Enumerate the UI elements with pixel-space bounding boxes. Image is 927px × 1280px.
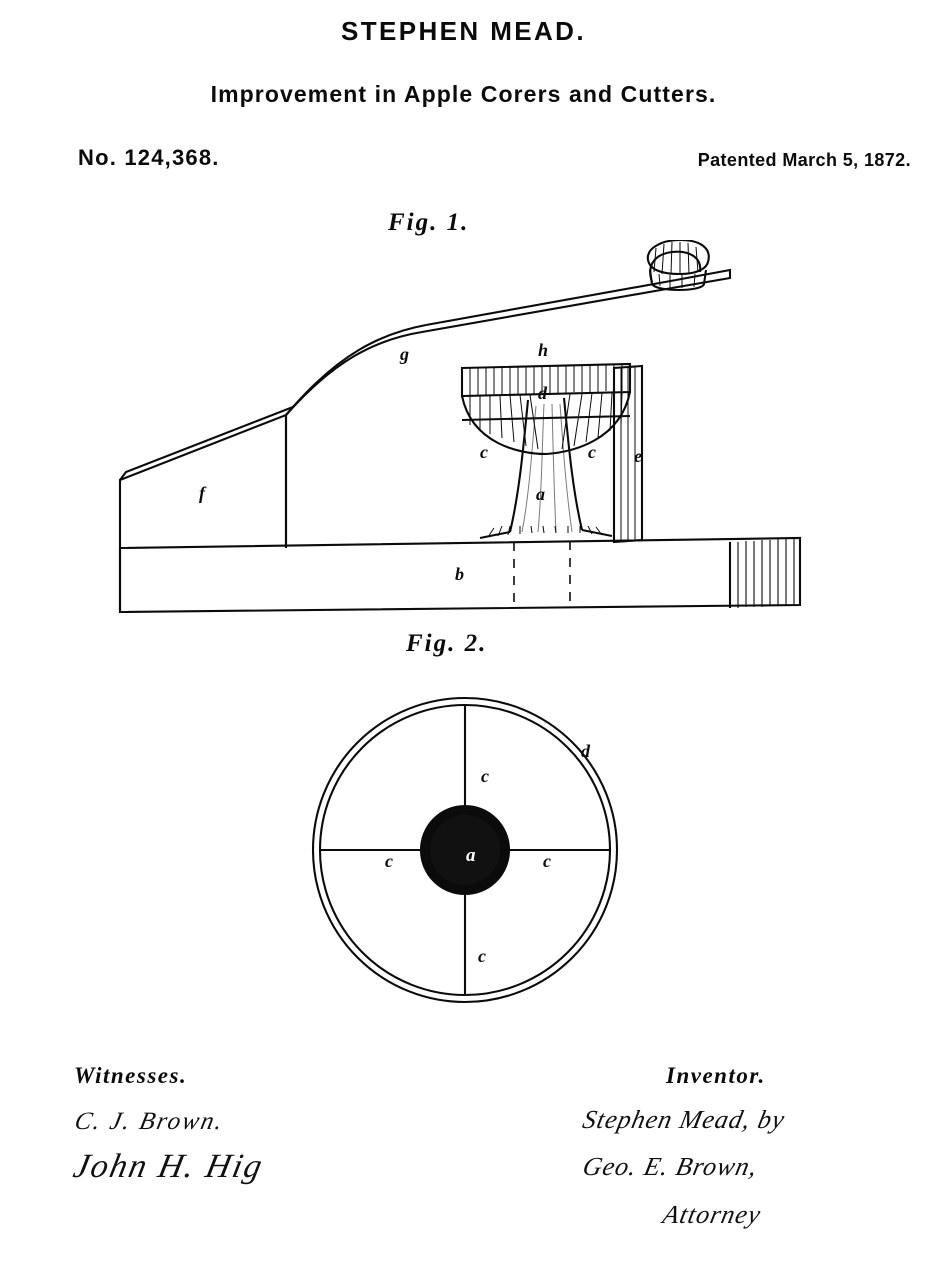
ref-letter-g: g [400,344,409,364]
ref2-letter-c-top: c [481,766,489,786]
ref-letter-h: h [538,340,549,360]
figure-1-caption: Fig. 1. [388,209,470,236]
ref-letter-b: b [455,564,464,584]
witnesses-heading: Witnesses. [74,1063,188,1088]
patent-date: Patented March 5, 1872. [697,150,911,170]
patent-number: No. 124,368. [78,145,220,170]
figure-2-drawing [300,685,630,1020]
ref-letter-e: e [634,446,642,466]
ref2-letter-a: a [466,845,476,866]
patent-subject-title: Improvement in Apple Corers and Cutters. [210,81,717,107]
ref2-letter-c-right: c [543,851,551,871]
ref-letter-c-right: c [588,442,596,462]
inventor-signature-line-2: Geo. E. Brown, [580,1152,761,1181]
ref-letter-a: a [536,484,545,504]
ref2-letter-c-bottom: c [478,946,486,966]
page-title: STEPHEN MEAD. [340,16,586,46]
ref2-letter-c-left: c [385,851,393,871]
ref-letter-d: d [538,383,547,403]
figure-2-caption: Fig. 2. [406,630,488,657]
witness-signature-2: John H. Hig [70,1148,268,1185]
ref-letter-c-left: c [480,442,488,462]
inventor-signature-line-3: Attorney [660,1200,764,1229]
witness-signature-1: C. J. Brown. [72,1108,227,1135]
figure-2-svg [300,685,630,1015]
ref-letter-f: f [199,483,205,503]
inventor-signature-line-1: Stephen Mead, by [580,1105,788,1134]
ref2-letter-d: d [581,741,590,761]
inventor-heading: Inventor. [666,1063,766,1088]
